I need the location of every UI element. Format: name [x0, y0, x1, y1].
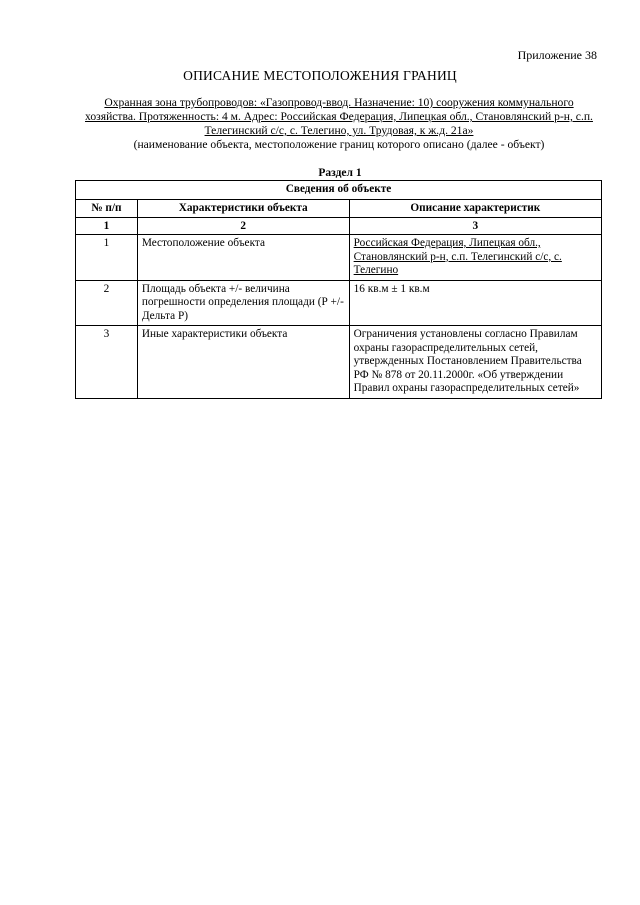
- table-row: [76, 280, 602, 326]
- table-row: [76, 235, 602, 281]
- row-description: Российская Федерация, Липецкая обл., Становлянский р-н, с.п. Телегинский с/с, с. Телегино: [349, 235, 601, 281]
- object-name: Охранная зона трубопроводов: «Газопровод-ввод. Назначение: 10) сооружения коммунального хозяйства. Протяженность: 4 м. Адрес: Российская Федерация, Липецкая обл., Становлянский р-н, с.п. Телегинский с/с, с. Телегино, ул. Трудовая, к ж.д. 21а»: [85, 96, 593, 137]
- row-description: Ограничения установлены согласно Правилам охраны газораспределительных сетей, утвержденных Постановлением Правительства РФ № 878 от 20.11.2000г. «Об утверждении Правил охраны газораспределительных сетей»: [349, 326, 601, 399]
- document-title: ОПИСАНИЕ МЕСТОПОЛОЖЕНИЯ ГРАНИЦ: [183, 68, 457, 83]
- object-description: [85, 96, 593, 152]
- row-characteristic: Площадь объекта +/- величина погрешности определения площади (Р +/- Дельта Р): [137, 280, 349, 326]
- row-characteristic: Местоположение объекта: [137, 235, 349, 281]
- section-label: Раздел 1: [318, 167, 362, 179]
- column-header-description: Описание характеристик: [349, 199, 601, 218]
- object-info-table: [75, 180, 602, 399]
- column-header-row: [76, 199, 602, 218]
- table-header: Сведения об объекте: [76, 181, 602, 200]
- column-number-3: 3: [349, 218, 601, 235]
- row-number: 1: [76, 235, 138, 281]
- column-number-row: [76, 218, 602, 235]
- row-characteristic: Иные характеристики объекта: [137, 326, 349, 399]
- appendix-label: Приложение 38: [517, 48, 597, 62]
- column-number-1: 1: [76, 218, 138, 235]
- row-number: 3: [76, 326, 138, 399]
- row-number: 2: [76, 280, 138, 326]
- object-caption: (наименование объекта, местоположение границ которого описано (далее - объект): [133, 138, 545, 151]
- table-row: [76, 326, 602, 399]
- table-header-row: [76, 181, 602, 200]
- row-description: 16 кв.м ± 1 кв.м: [349, 280, 601, 326]
- column-number-2: 2: [137, 218, 349, 235]
- column-header-characteristic: Характеристики объекта: [137, 199, 349, 218]
- column-header-num: № п/п: [76, 199, 138, 218]
